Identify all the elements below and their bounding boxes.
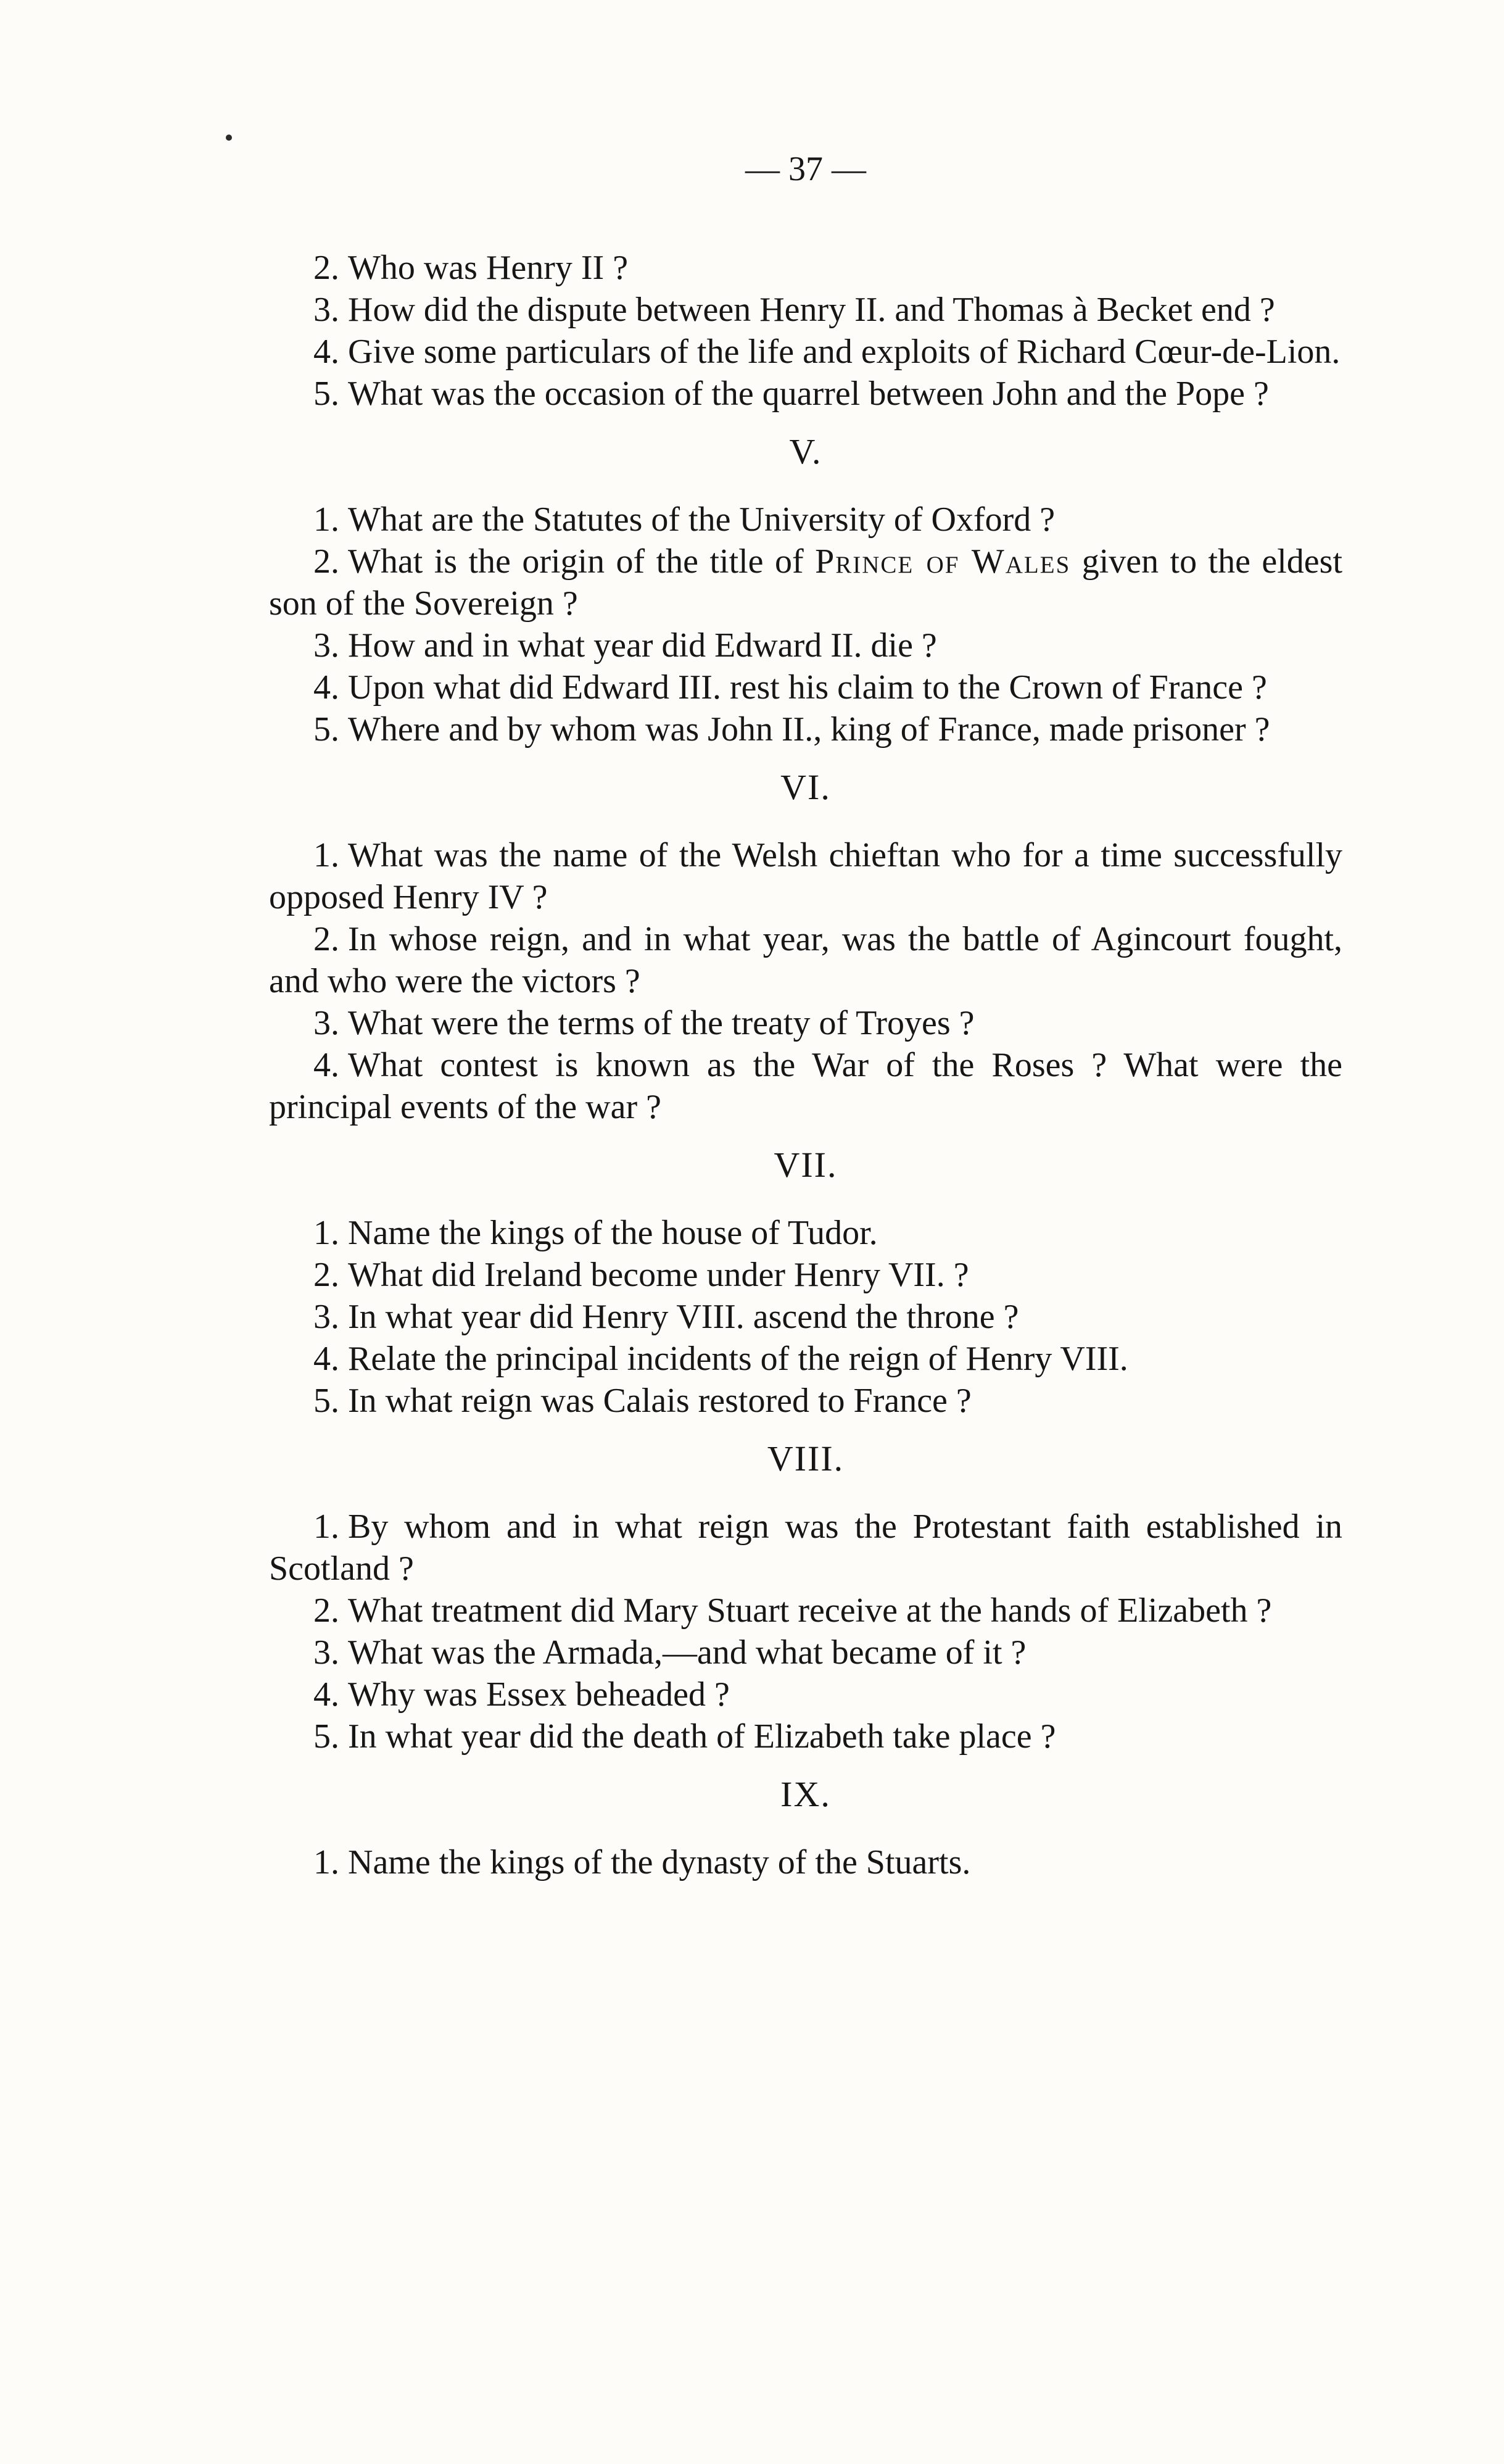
question-item	[269, 247, 1342, 289]
question-text: What was the Armada,—and what became of it ?	[348, 1633, 1027, 1672]
intro-question-list	[269, 247, 1342, 415]
question-item	[269, 624, 1342, 666]
section-v	[269, 431, 1342, 750]
question-number: 2.	[313, 542, 339, 581]
question-item	[269, 1590, 1342, 1632]
question-number: 1.	[313, 1214, 339, 1252]
question-text: Give some particulars of the life and exploits of Richard Cœur-de-Lion.	[348, 333, 1341, 371]
question-item	[269, 1338, 1342, 1380]
question-number: 2.	[313, 1256, 339, 1294]
question-item	[269, 331, 1342, 373]
question-number: 5.	[313, 1382, 339, 1420]
question-number: 2.	[313, 1591, 339, 1630]
question-text: What did Ireland become under Henry VII. ?	[348, 1256, 969, 1294]
question-text-end: given to the eldest son of the Sovereign ?	[269, 542, 1343, 623]
question-text: In what year did Henry VIII. ascend the throne ?	[348, 1298, 1019, 1336]
question-text: How did the dispute between Henry II. and Thomas à Becket end ?	[348, 291, 1275, 329]
question-text: Relate the principal incidents of the reign of Henry VIII.	[348, 1340, 1128, 1378]
section-vii	[269, 1144, 1342, 1422]
question-item	[269, 666, 1342, 708]
question-number: 1.	[313, 1508, 339, 1546]
question-item	[269, 1044, 1342, 1128]
question-number: 3.	[313, 1004, 339, 1042]
question-text: By whom and in what reign was the Protestant faith established in Scotland ?	[269, 1508, 1342, 1588]
question-item	[269, 1002, 1342, 1044]
question-text: What was the name of the Welsh chieftan who for a time successfully opposed Henry IV ?	[269, 836, 1342, 916]
question-text: What are the Statutes of the University of Oxford ?	[348, 500, 1056, 539]
question-text: Upon what did Edward III. rest his claim to the Crown of France ?	[348, 668, 1267, 707]
question-text: What treatment did Mary Stuart receive at the hands of Elizabeth ?	[348, 1591, 1272, 1630]
question-text: Who was Henry II ?	[348, 249, 629, 287]
question-item	[269, 1841, 1342, 1883]
question-item	[269, 1632, 1342, 1674]
question-text: In what reign was Calais restored to France ?	[348, 1382, 972, 1420]
question-number: 4.	[313, 1340, 339, 1378]
question-number: 3.	[313, 291, 339, 329]
question-number: 1.	[313, 500, 339, 539]
question-number: 4.	[313, 1675, 339, 1714]
section-heading: VIII.	[767, 1438, 845, 1479]
question-text-start: What is the origin of the title of	[348, 542, 816, 581]
question-number: 4.	[313, 1046, 339, 1084]
question-number: 2.	[313, 249, 339, 287]
question-text: How and in what year did Edward II. die ?	[348, 626, 937, 665]
question-item	[269, 1212, 1342, 1254]
question-text: In whose reign, and in what year, was the battle of Agincourt fought, and who were the victors ?	[269, 920, 1342, 1000]
question-text: Why was Essex beheaded ?	[348, 1675, 730, 1714]
question-text: What were the terms of the treaty of Troyes ?	[348, 1004, 975, 1042]
question-item	[269, 708, 1342, 750]
question-item	[269, 373, 1342, 415]
question-text: In what year did the death of Elizabeth take place ?	[348, 1717, 1056, 1756]
question-number: 4.	[313, 668, 339, 707]
question-item	[269, 499, 1342, 541]
page-number: — 37 —	[745, 150, 866, 188]
question-item	[269, 541, 1342, 624]
questions-body	[269, 247, 1342, 1883]
question-item	[269, 1715, 1342, 1757]
ink-speck	[226, 135, 232, 141]
question-text: What contest is known as the War of the Roses ? What were the principal events of the war ?	[269, 1046, 1342, 1126]
question-item	[269, 1380, 1342, 1422]
question-number: 5.	[313, 1717, 339, 1756]
section-heading: VII.	[774, 1145, 838, 1185]
question-number: 3.	[313, 626, 339, 665]
question-text: Name the kings of the dynasty of the Stuarts.	[348, 1843, 971, 1881]
section-heading: V.	[789, 431, 822, 471]
question-item	[269, 1296, 1342, 1338]
question-number: 2.	[313, 920, 339, 958]
question-number: 3.	[313, 1298, 339, 1336]
section-vi	[269, 766, 1342, 1128]
section-viii	[269, 1438, 1342, 1757]
question-number: 5.	[313, 710, 339, 749]
section-heading: VI.	[780, 767, 831, 807]
question-number: 4.	[313, 333, 339, 371]
question-number: 1.	[313, 836, 339, 874]
question-item	[269, 918, 1342, 1002]
question-text: What was the occasion of the quarrel between John and the Pope ?	[348, 375, 1269, 413]
question-item	[269, 1506, 1342, 1590]
section-heading: IX.	[780, 1774, 831, 1814]
question-item	[269, 1254, 1342, 1296]
prince-of-wales-title: Prince of Wales	[815, 542, 1071, 581]
question-item	[269, 1674, 1342, 1715]
question-item	[269, 289, 1342, 331]
question-text: Name the kings of the house of Tudor.	[348, 1214, 878, 1252]
question-item	[269, 834, 1342, 918]
section-ix	[269, 1773, 1342, 1883]
question-number: 3.	[313, 1633, 339, 1672]
question-number: 5.	[313, 375, 339, 413]
question-text: Where and by whom was John II., king of France, made prisoner ?	[348, 710, 1270, 749]
question-number: 1.	[313, 1843, 339, 1881]
